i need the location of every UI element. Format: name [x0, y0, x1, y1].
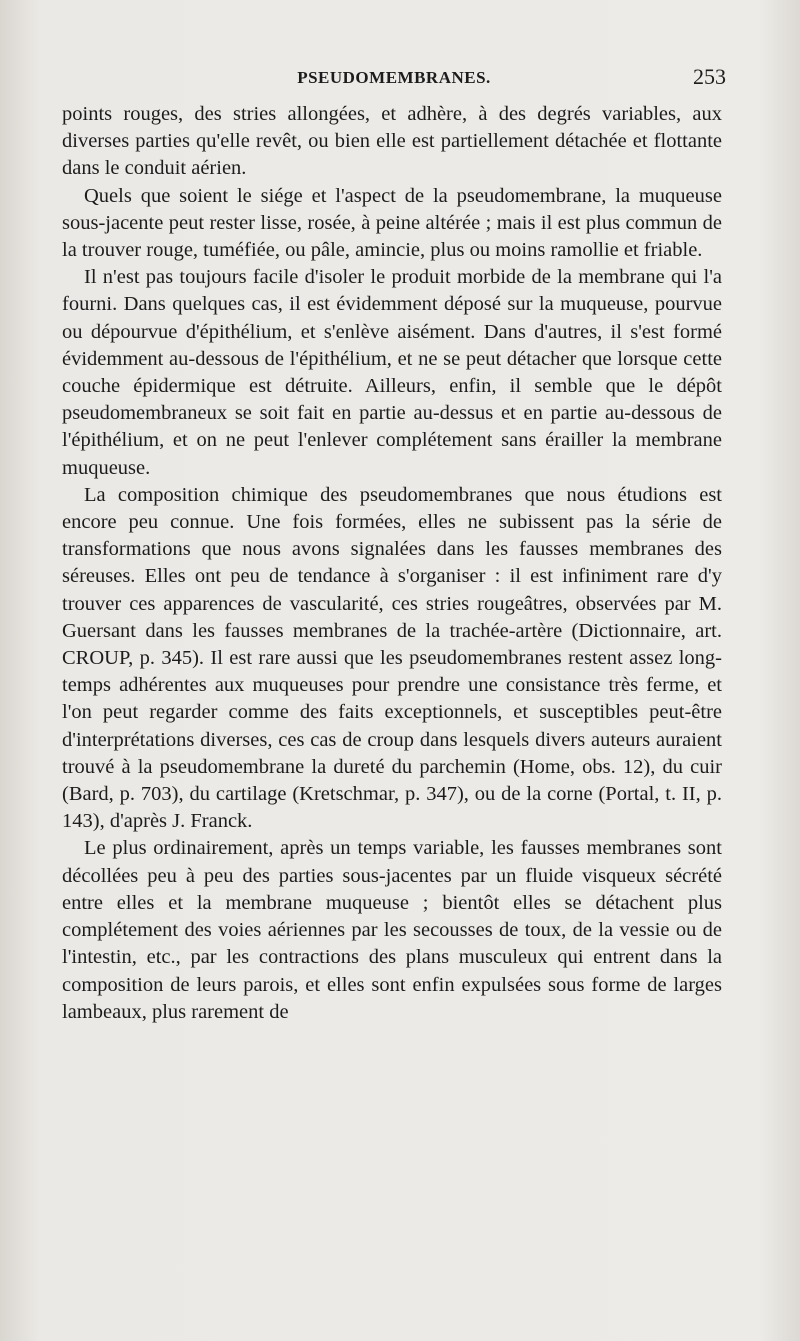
- paragraph-4: La composition chimique des pseudomembranes que nous étudions est encore peu connue. Une fois formées, elles ne subissent pas la série de transformations que nous avons signalées dans les fausses membranes des séreuses. Elles ont peu de tendance à s'organiser : il est infiniment rare d'y trouver ces apparences de vascularité, ces stries rougeâtres, observées par M. Guersant dans les fausses membranes de la trachée-artère (Dictionnaire, art. CROUP, p. 345). Il est rare aussi que les pseudomembranes restent assez long-temps adhérentes aux muqueuses pour prendre une consistance très ferme, et l'on peut regarder comme des faits exceptionnels, et susceptibles peut-être d'interprétations diverses, ces cas de croup dans lesquels divers auteurs auraient trouvé à la pseudomembrane la dureté du parchemin (Home, obs. 12), du cuir (Bard, p. 703), du cartilage (Kretschmar, p. 347), ou de la corne (Portal, t. II, p. 143), d'après J. Franck.: [62, 483, 722, 833]
- paragraph-5: Le plus ordinairement, après un temps variable, les fausses membranes sont décollées peu à peu des parties sous-jacentes par un fluide visqueux sécrété entre elles et la membrane muqueuse ; bientôt elles se détachent plus complétement des voies aériennes par les secousses de toux, de la vessie ou de l'intestin, etc., par les contractions des plans musculeux qui entrent dans la composition de leurs parois, et elles sont enfin expulsées sous forme de larges lambeaux, plus rarement de: [62, 837, 722, 1023]
- paragraph-1: points rouges, des stries allongées, et adhère, à des degrés variables, aux diverses parties qu'elle revêt, ou bien elle est partiellement détachée et flottante dans le conduit aérien.: [62, 103, 722, 180]
- running-head: [62, 64, 726, 94]
- paragraph-3: Il n'est pas toujours facile d'isoler le produit morbide de la membrane qui l'a fourni. Dans quelques cas, il est évidemment déposé sur la muqueuse, pourvue ou dépourvue d'épithélium, et s'enlève aisément. Dans d'autres, il s'est formé évidemment au-dessous de l'épithélium, et ne se peut détacher que lorsque cette couche épidermique est détruite. Ailleurs, enfin, il semble que le dépôt pseudomembraneux se soit fait en partie au-dessus et en partie au-dessous de l'épithélium, et on ne peut l'enlever complétement sans érailler la membrane muqueuse.: [62, 266, 722, 479]
- paragraph-2: Quels que soient le siége et l'aspect de la pseudomembrane, la muqueuse sous-jacente peut rester lisse, rosée, à peine altérée ; mais il est plus commun de la trouver rouge, tuméfiée, ou pâle, amincie, plus ou moins ramollie et friable.: [62, 184, 722, 262]
- body-text: [62, 101, 722, 1026]
- running-title: PSEUDOMEMBRANES.: [297, 68, 491, 87]
- page-number: 253: [693, 64, 726, 89]
